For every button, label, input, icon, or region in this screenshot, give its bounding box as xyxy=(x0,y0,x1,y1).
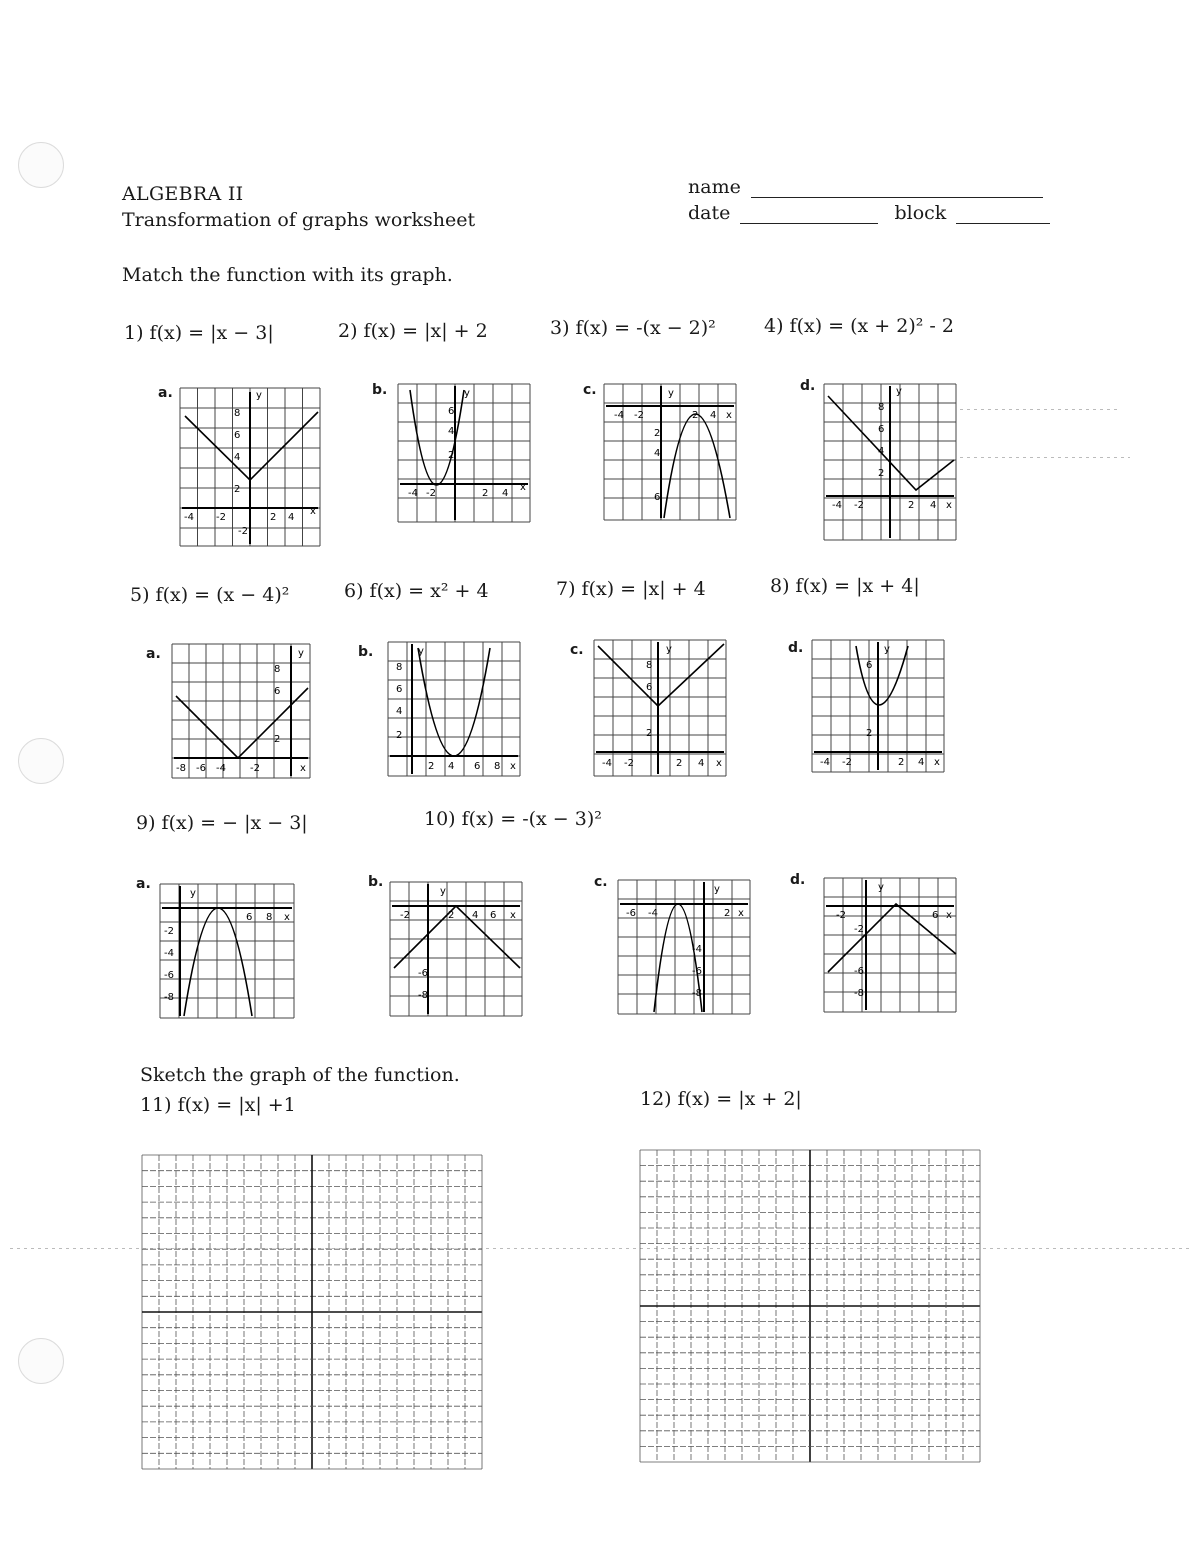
tick-label: -4 xyxy=(184,512,194,523)
tick-label: -2 xyxy=(634,410,644,421)
tick-label: 2 xyxy=(274,734,281,745)
function-12: 12) f(x) = |x + 2| xyxy=(640,1088,802,1110)
tick-label: 8 xyxy=(266,912,273,923)
graph-1c xyxy=(604,384,738,522)
function-5: 5) f(x) = (x − 4)² xyxy=(130,584,290,606)
graph-label-3d: d. xyxy=(790,872,806,888)
graph-label-1d: d. xyxy=(800,378,816,394)
sketch-grid-11[interactable] xyxy=(142,1155,482,1469)
tick-label: 2 xyxy=(724,908,731,919)
tick-label: -4 xyxy=(832,500,842,511)
tick-label: 6 xyxy=(654,492,661,503)
graph-3b xyxy=(390,882,524,1018)
graph-label-1a: a. xyxy=(158,385,173,401)
tick-label: 4 xyxy=(448,426,455,437)
tick-label: 6 xyxy=(490,910,497,921)
function-3: 3) f(x) = -(x − 2)² xyxy=(550,317,716,339)
tick-label: 2 xyxy=(270,512,277,523)
punch-hole-bottom xyxy=(18,1338,64,1384)
tick-label: -4 xyxy=(216,763,226,774)
tick-label: 4 xyxy=(654,448,661,459)
tick-label: -8 xyxy=(164,992,174,1003)
block-line[interactable] xyxy=(956,205,1050,224)
graph-1d xyxy=(824,384,958,542)
tick-label: -4 xyxy=(602,758,612,769)
axis-label-y: y xyxy=(256,390,262,401)
axis-label-y: y xyxy=(190,888,196,899)
tick-label: -2 xyxy=(400,910,410,921)
block-label: block xyxy=(894,202,947,224)
axis-label-x: x xyxy=(300,763,306,774)
tick-label: 4 xyxy=(930,500,937,511)
axis-label-y: y xyxy=(440,886,446,897)
tick-label: 2 xyxy=(448,450,455,461)
axis-label-x: x xyxy=(310,506,316,517)
tick-label: -8 xyxy=(418,990,428,1001)
graph-3d xyxy=(824,878,958,1014)
tick-label: -2 xyxy=(836,910,846,921)
graph-label-2c: c. xyxy=(570,642,584,658)
axis-label-x: x xyxy=(946,500,952,511)
axis-label-x: x xyxy=(738,908,744,919)
name-line[interactable] xyxy=(751,179,1043,198)
graph-label-2d: d. xyxy=(788,640,804,656)
tick-label: -6 xyxy=(164,970,174,981)
tick-label: 6 xyxy=(274,686,281,697)
tick-label: -4 xyxy=(164,948,174,959)
axis-label-x: x xyxy=(946,910,952,921)
graph-3c xyxy=(618,880,752,1016)
tick-label: 6 xyxy=(866,660,873,671)
graph-1b xyxy=(398,384,532,524)
graph-label-3c: c. xyxy=(594,874,608,890)
tick-label: 2 xyxy=(428,761,435,772)
tick-label: 6 xyxy=(878,424,885,435)
graph-label-3b: b. xyxy=(368,874,384,890)
tick-label: -6 xyxy=(418,968,428,979)
sketch-instruction: Sketch the graph of the function. xyxy=(140,1064,460,1086)
tick-label: 4 xyxy=(396,706,403,717)
tick-label: 6 xyxy=(932,910,939,921)
tick-label: -4 xyxy=(648,908,658,919)
axis-label-y: y xyxy=(418,646,424,657)
tick-label: 4 xyxy=(710,410,717,421)
tick-label: 2 xyxy=(676,758,683,769)
match-instruction: Match the function with its graph. xyxy=(122,264,453,286)
date-line[interactable] xyxy=(740,205,878,224)
function-2: 2) f(x) = |x| + 2 xyxy=(338,320,488,342)
axis-label-y: y xyxy=(714,884,720,895)
tick-label: -4 xyxy=(692,944,702,955)
tick-label: 4 xyxy=(472,910,479,921)
tick-label: 6 xyxy=(474,761,481,772)
tick-label: 8 xyxy=(494,761,501,772)
tick-label: 8 xyxy=(234,408,241,419)
graph-label-1c: c. xyxy=(583,382,597,398)
tick-label: -8 xyxy=(176,763,186,774)
date-label: date xyxy=(688,202,731,224)
tick-label: 4 xyxy=(288,512,295,523)
graph-3a xyxy=(160,884,296,1020)
tick-label: -8 xyxy=(692,988,702,999)
axis-label-x: x xyxy=(510,910,516,921)
tick-label: 2 xyxy=(878,468,885,479)
tick-label: -4 xyxy=(820,757,830,768)
tick-label: -2 xyxy=(250,763,260,774)
axis-label-y: y xyxy=(666,644,672,655)
graph-2a xyxy=(172,644,312,780)
tick-label: 4 xyxy=(878,446,885,457)
tick-label: 2 xyxy=(908,500,915,511)
graph-label-2a: a. xyxy=(146,646,161,662)
tick-label: -6 xyxy=(626,908,636,919)
tick-label: -2 xyxy=(164,926,174,937)
tick-label: 2 xyxy=(448,910,455,921)
axis-label-x: x xyxy=(726,410,732,421)
axis-label-y: y xyxy=(878,882,884,893)
worksheet-title: Transformation of graphs worksheet xyxy=(122,209,476,231)
axis-label-y: y xyxy=(464,388,470,399)
tick-label: 2 xyxy=(692,410,699,421)
tick-label: 4 xyxy=(918,757,925,768)
tick-label: 4 xyxy=(448,761,455,772)
tick-label: 6 xyxy=(646,682,653,693)
tick-label: 6 xyxy=(234,430,241,441)
graph-2c xyxy=(594,640,728,778)
tick-label: -2 xyxy=(854,924,864,935)
tick-label: 2 xyxy=(654,428,661,439)
graph-label-3a: a. xyxy=(136,876,151,892)
graph-2d xyxy=(812,640,946,774)
axis-label-y: y xyxy=(884,644,890,655)
graph-label-2b: b. xyxy=(358,644,374,660)
name-label: name xyxy=(688,176,741,198)
punch-hole-top xyxy=(18,142,64,188)
axis-label-y: y xyxy=(298,648,304,659)
tick-label: 4 xyxy=(234,452,241,463)
function-4: 4) f(x) = (x + 2)² - 2 xyxy=(764,315,954,337)
function-1: 1) f(x) = |x − 3| xyxy=(124,322,274,344)
function-11: 11) f(x) = |x| +1 xyxy=(140,1094,296,1116)
tick-label: -8 xyxy=(854,988,864,999)
tick-label: 8 xyxy=(878,402,885,413)
tick-label: 2 xyxy=(866,728,873,739)
tick-label: -2 xyxy=(238,526,248,537)
tick-label: -2 xyxy=(842,757,852,768)
tick-label: 8 xyxy=(646,660,653,671)
axis-label-y: y xyxy=(896,386,902,397)
tick-label: 8 xyxy=(274,664,281,675)
tick-label: 6 xyxy=(448,406,455,417)
course-title: ALGEBRA II xyxy=(122,183,244,205)
tick-label: 2 xyxy=(396,730,403,741)
scan-line xyxy=(960,457,1130,458)
name-field xyxy=(688,176,1043,198)
tick-label: 2 xyxy=(898,757,905,768)
axis-label-x: x xyxy=(934,757,940,768)
tick-label: -6 xyxy=(854,966,864,977)
function-8: 8) f(x) = |x + 4| xyxy=(770,575,920,597)
axis-label-y: y xyxy=(668,388,674,399)
sketch-grid-12[interactable] xyxy=(640,1150,980,1462)
tick-label: 4 xyxy=(698,758,705,769)
tick-label: 4 xyxy=(502,488,509,499)
axis-label-x: x xyxy=(284,912,290,923)
function-9: 9) f(x) = − |x − 3| xyxy=(136,812,308,834)
tick-label: 2 xyxy=(646,728,653,739)
tick-label: 8 xyxy=(396,662,403,673)
tick-label: 2 xyxy=(234,484,241,495)
axis-label-x: x xyxy=(510,761,516,772)
tick-label: -2 xyxy=(624,758,634,769)
graph-1a xyxy=(180,388,322,548)
tick-label: -2 xyxy=(426,488,436,499)
tick-label: 2 xyxy=(482,488,489,499)
axis-label-x: x xyxy=(716,758,722,769)
axis-label-x: x xyxy=(520,482,526,493)
tick-label: -4 xyxy=(614,410,624,421)
tick-label: -2 xyxy=(216,512,226,523)
date-field xyxy=(688,202,1050,224)
punch-hole-middle xyxy=(18,738,64,784)
function-10: 10) f(x) = -(x − 3)² xyxy=(424,808,602,830)
tick-label: -2 xyxy=(854,500,864,511)
graph-label-1b: b. xyxy=(372,382,388,398)
tick-label: -4 xyxy=(408,488,418,499)
tick-label: 6 xyxy=(246,912,253,923)
tick-label: -6 xyxy=(196,763,206,774)
tick-label: -6 xyxy=(692,966,702,977)
function-7: 7) f(x) = |x| + 4 xyxy=(556,578,706,600)
tick-label: 6 xyxy=(396,684,403,695)
function-6: 6) f(x) = x² + 4 xyxy=(344,580,489,602)
scan-line xyxy=(960,409,1120,410)
graph-2b xyxy=(388,642,522,778)
